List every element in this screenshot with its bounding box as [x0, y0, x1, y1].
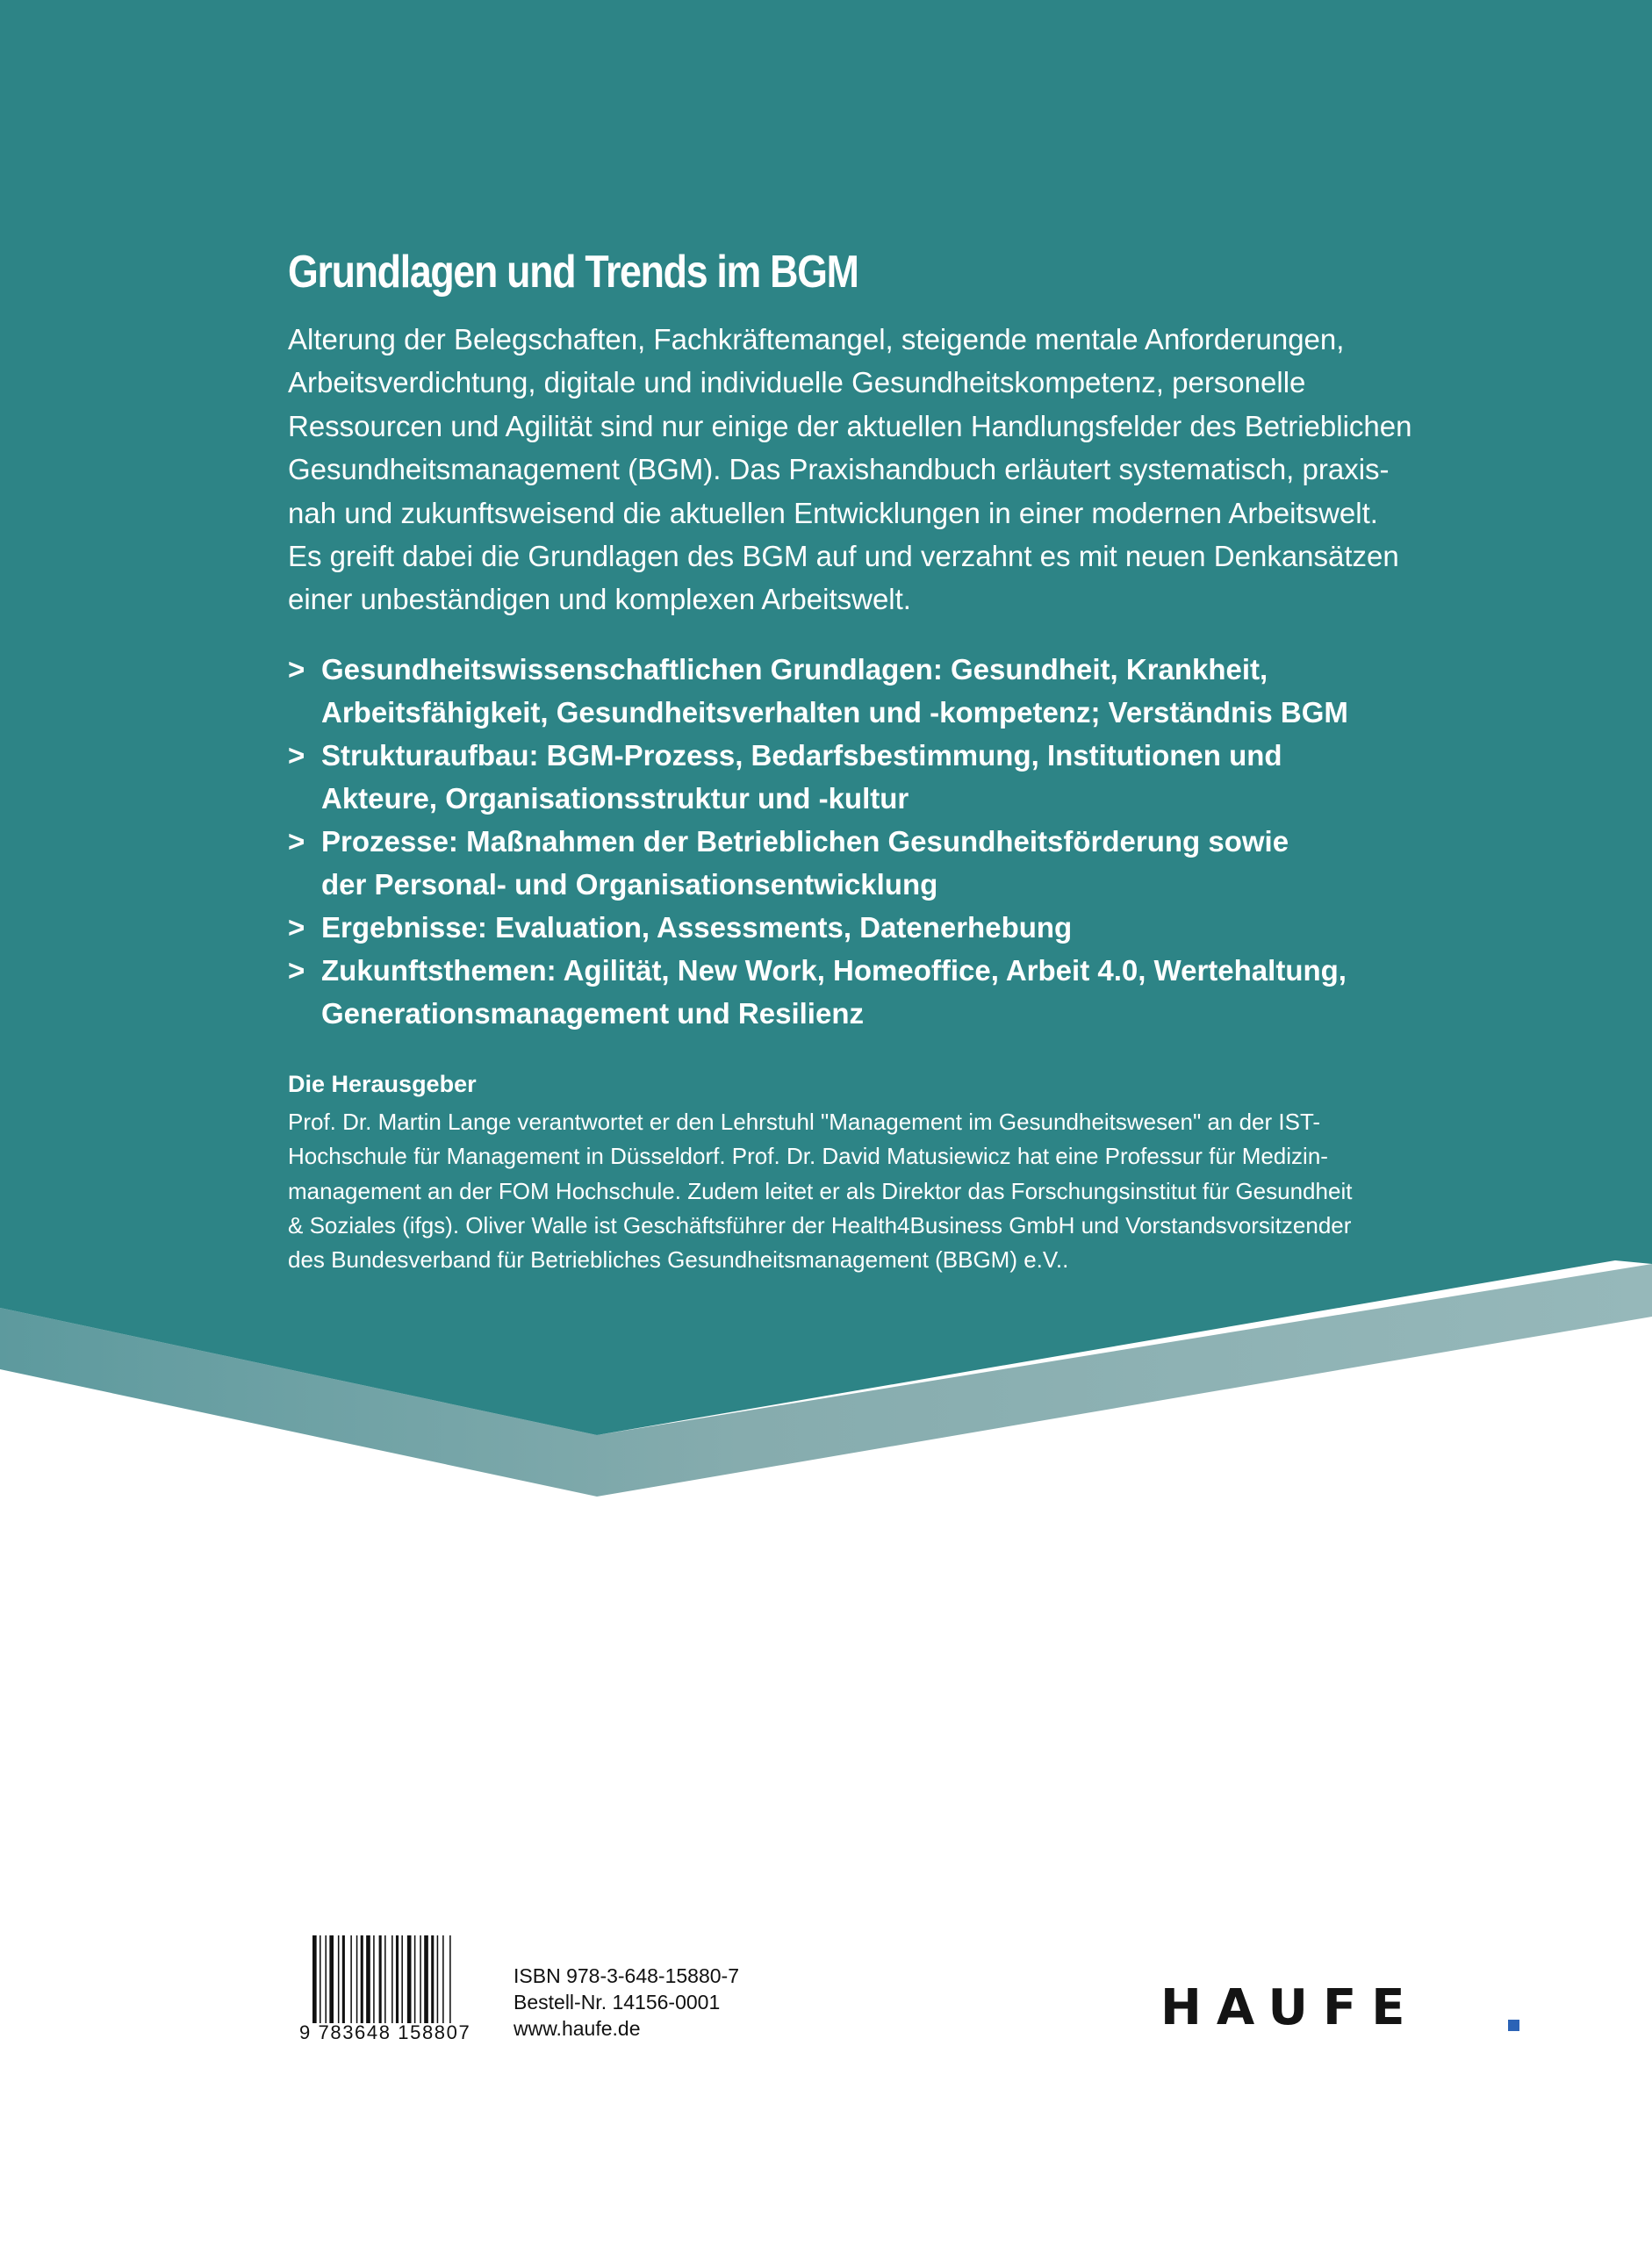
list-item — [288, 820, 1517, 906]
barcode-bar — [414, 1935, 416, 2023]
website: www.haufe.de — [514, 2017, 641, 2040]
barcode-bar — [373, 1935, 375, 2023]
barcode-bar — [325, 1935, 327, 2023]
barcode-bar — [424, 1935, 428, 2023]
logo-text: HAUFE — [1160, 1979, 1420, 2036]
barcode-bar — [312, 1935, 317, 2023]
barcode-bar — [356, 1935, 358, 2023]
barcode — [299, 1935, 478, 2043]
list-item-line: Prozesse: Maßnahmen der Betrieblichen Gesundheitsförderung sowie — [321, 824, 1289, 858]
barcode-bars — [312, 1935, 478, 2023]
list-item-line: Arbeitsfähigkeit, Gesundheitsverhalten und -kompetenz; Verständnis BGM — [321, 695, 1348, 729]
barcode-bar — [391, 1935, 393, 2023]
list-item — [288, 906, 1517, 949]
barcode-bar — [329, 1935, 334, 2023]
chevron-right-icon: > — [288, 953, 305, 987]
intro-paragraph — [288, 318, 1508, 621]
barcode-bar — [396, 1935, 399, 2023]
topic-list — [288, 648, 1517, 1035]
intro-line: Gesundheitsmanagement (BGM). Das Praxishandbuch erläutert systematisch, praxis- — [288, 453, 1390, 486]
order-number: Bestell-Nr. 14156-0001 — [514, 1991, 721, 2014]
barcode-bar — [350, 1935, 352, 2023]
isbn: ISBN 978-3-648-15880-7 — [514, 1964, 739, 1987]
list-item — [288, 949, 1517, 1035]
barcode-bar — [379, 1935, 382, 2023]
barcode-bar — [384, 1935, 386, 2023]
barcode-bar — [320, 1935, 321, 2023]
barcode-bar — [431, 1935, 434, 2023]
haufe-logo — [1160, 1979, 1420, 2036]
intro-line: Es greift dabei die Grundlagen des BGM auf und verzahnt es mit neuen Denkansätzen — [288, 540, 1399, 573]
intro-line: nah und zukunftsweisend die aktuellen Entwicklungen in einer modernen Arbeitswelt. — [288, 496, 1378, 529]
back-cover-content — [288, 244, 1517, 1278]
list-item-line: Ergebnisse: Evaluation, Assessments, Datenerhebung — [321, 910, 1073, 944]
list-item-line: Akteure, Organisationsstruktur und -kultur — [321, 781, 909, 815]
list-item — [288, 734, 1517, 820]
intro-line: Arbeitsverdichtung, digitale und individuelle Gesundheitskompetenz, personelle — [288, 366, 1306, 399]
isbn-block — [514, 1963, 739, 2042]
barcode-bar — [338, 1935, 340, 2023]
editors-paragraph — [288, 1105, 1455, 1278]
editors-line: Hochschule für Management in Düsseldorf. Prof. Dr. David Matusiewicz hat eine Professur für Medizin- — [288, 1143, 1328, 1170]
barcode-bar — [401, 1935, 403, 2023]
barcode-bar — [442, 1935, 444, 2023]
list-item-line: Zukunftsthemen: Agilität, New Work, Homeoffice, Arbeit 4.0, Wertehaltung, — [321, 953, 1347, 987]
chevron-right-icon: > — [288, 738, 305, 772]
editors-heading: Die Herausgeber — [288, 1070, 477, 1097]
list-item-line: der Personal- und Organisationsentwicklung — [321, 867, 938, 901]
chevron-right-icon: > — [288, 652, 305, 686]
barcode-bar — [449, 1935, 451, 2023]
barcode-number: 9 783648 158807 — [299, 2021, 471, 2043]
intro-line: Ressourcen und Agilität sind nur einige der aktuellen Handlungsfelder des Betrieblichen — [288, 409, 1412, 442]
list-item-line: Strukturaufbau: BGM-Prozess, Bedarfsbestimmung, Institutionen und — [321, 738, 1282, 772]
editors-line: des Bundesverband für Betriebliches Gesundheitsmanagement (BBGM) e.V.. — [288, 1246, 1069, 1274]
list-item-line: Gesundheitswissenschaftlichen Grundlagen: Gesundheit, Krankheit, — [321, 652, 1268, 686]
barcode-bar — [420, 1935, 421, 2023]
editors-line: & Soziales (ifgs). Oliver Walle ist Geschäftsführer der Health4Business GmbH und Vorstandsvorsitzender — [288, 1212, 1352, 1239]
chevron-right-icon: > — [288, 910, 305, 944]
intro-line: Alterung der Belegschaften, Fachkräftemangel, steigende mentale Anforderungen, — [288, 323, 1345, 355]
square-dot-icon — [1508, 2020, 1519, 2031]
cover-title: Grundlagen und Trends im BGM — [288, 247, 858, 298]
barcode-bar — [437, 1935, 439, 2023]
intro-line: einer unbeständigen und komplexen Arbeitswelt. — [288, 583, 911, 616]
list-item-line: Generationsmanagement und Resilienz — [321, 996, 864, 1030]
barcode-bar — [342, 1935, 345, 2023]
barcode-bar — [361, 1935, 363, 2023]
barcode-bar — [407, 1935, 412, 2023]
chevron-right-icon: > — [288, 824, 305, 858]
barcode-bar — [366, 1935, 370, 2023]
list-item — [288, 648, 1517, 734]
editors-line: Prof. Dr. Martin Lange verantwortet er den Lehrstuhl "Management im Gesundheitswesen" an der IST- — [288, 1108, 1321, 1135]
editors-line: management an der FOM Hochschule. Zudem leitet er als Direktor das Forschungsinstitut für Gesundheit — [288, 1177, 1353, 1204]
